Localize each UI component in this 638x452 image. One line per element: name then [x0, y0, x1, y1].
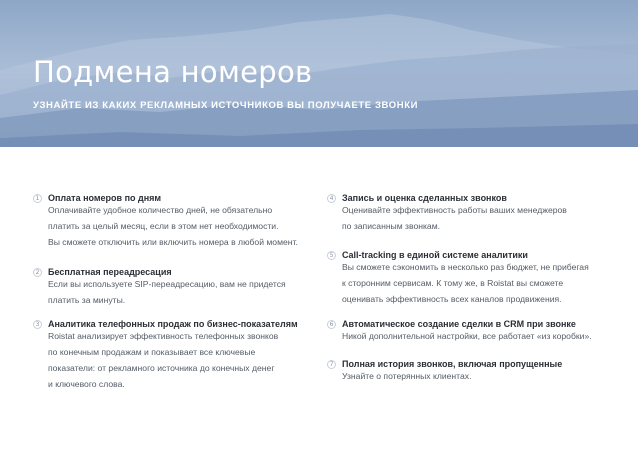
hero-banner: [0, 0, 638, 147]
feature-text-line: Roistat анализирует эффективность телефонных звонков: [48, 331, 279, 341]
feature-text-line: показатели: от рекламного источника до конечных денег: [48, 363, 275, 373]
feature-text-line: оценивать эффективность всех каналов продвижения.: [342, 294, 562, 304]
feature-text-line: по конечным продажам и показывает все ключевые: [48, 347, 256, 357]
feature-text-line: Никой дополнительной настройки, все работает «из коробки».: [342, 331, 592, 341]
page-title: Подмена номеров: [33, 55, 313, 89]
feature-text-line: и ключевого слова.: [48, 379, 125, 389]
feature-title: Запись и оценка сделанных звонков: [342, 193, 507, 203]
feature-text-line: по записанным звонкам.: [342, 221, 440, 231]
feature-number-badge: 1: [33, 194, 42, 203]
feature-title: Call-tracking в единой системе аналитики: [342, 250, 528, 260]
feature-text-line: Узнайте о потерянных клиентах.: [342, 371, 472, 381]
feature-text-line: платить за целый месяц, если в этом нет необходимости.: [48, 221, 279, 231]
feature-title: Аналитика телефонных продаж по бизнес-показателям: [48, 319, 298, 329]
feature-text-line: к сторонним сервисам. К тому же, в Roistat вы сможете: [342, 278, 564, 288]
feature-title: Автоматическое создание сделки в CRM при звонке: [342, 319, 576, 329]
feature-number-badge: 6: [327, 320, 336, 329]
feature-number-badge: 7: [327, 360, 336, 369]
feature-title: Бесплатная переадресация: [48, 267, 172, 277]
feature-number-badge: 4: [327, 194, 336, 203]
feature-text-line: Оценивайте эффективность работы ваших менеджеров: [342, 205, 567, 215]
feature-text-line: Вы сможете отключить или включить номера в любой момент.: [48, 237, 298, 247]
page-subtitle: УЗНАЙТЕ ИЗ КАКИХ РЕКЛАМНЫХ ИСТОЧНИКОВ ВЫ ПОЛУЧАЕТЕ ЗВОНКИ: [33, 100, 419, 111]
feature-number-badge: 3: [33, 320, 42, 329]
feature-title: Полная история звонков, включая пропущенные: [342, 359, 563, 369]
feature-text-line: Оплачивайте удобное количество дней, не обязательно: [48, 205, 273, 215]
feature-text-line: Если вы используете SIP-переадресацию, вам не придется: [48, 279, 286, 289]
feature-title: Оплата номеров по дням: [48, 193, 162, 203]
feature-number-badge: 5: [327, 251, 336, 260]
feature-text-line: Вы сможете сэкономить в несколько раз бюджет, не прибегая: [342, 262, 589, 272]
feature-number-badge: 2: [33, 268, 42, 277]
feature-text-line: платить за минуты.: [48, 295, 126, 305]
